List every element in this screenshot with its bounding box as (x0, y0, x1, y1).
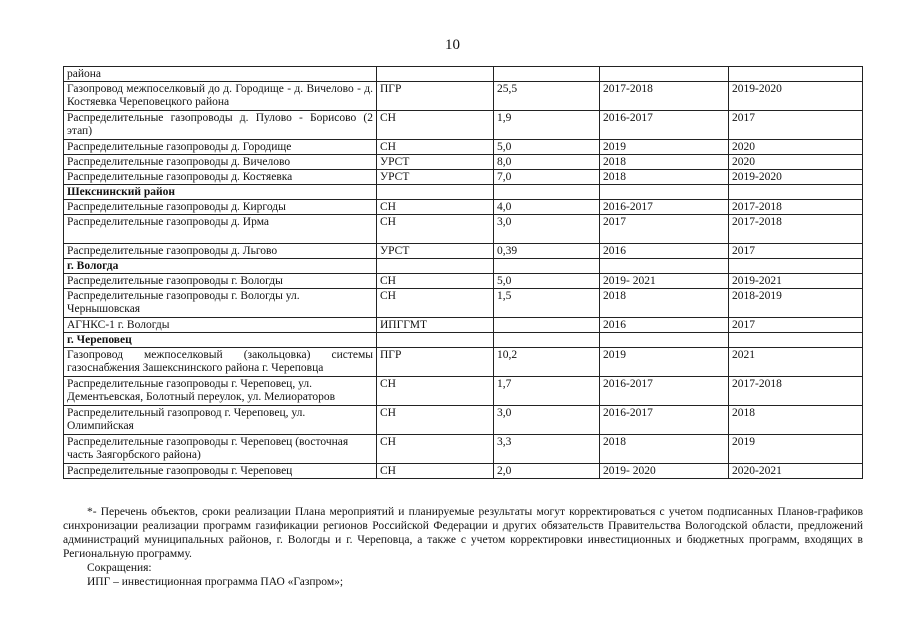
length-cell: 3,0 (494, 406, 600, 435)
object-name-cell: Газопровод межпоселковый (закольцовка) системы газоснабжения Зашекснинского района г. Череповца (64, 348, 377, 377)
object-type-cell: УРСТ (377, 244, 494, 259)
period-b-cell: 2020 (729, 155, 863, 170)
period-b-cell (729, 185, 863, 200)
object-name-cell: Распределительные газопроводы г. Череповец (64, 464, 377, 479)
object-name-cell: Газопровод межпоселковый до д. Городище - д. Вичелово - д. Костяевка Череповецкого района (64, 82, 377, 111)
object-type-cell: СН (377, 406, 494, 435)
period-a-cell: 2019 (600, 348, 729, 377)
object-type-cell: УРСТ (377, 170, 494, 185)
period-a-cell (600, 259, 729, 274)
object-name-cell: Распределительные газопроводы г. Череповец (восточная часть Заягорбского района) (64, 435, 377, 464)
abbreviations-title: Сокращения: (87, 562, 152, 574)
object-type-cell: СН (377, 274, 494, 289)
period-b-cell: 2019-2020 (729, 170, 863, 185)
period-a-cell: 2018 (600, 170, 729, 185)
table-row (64, 200, 863, 215)
length-cell: 25,5 (494, 82, 600, 111)
object-type-cell (377, 259, 494, 274)
length-cell (494, 318, 600, 333)
period-a-cell: 2017 (600, 215, 729, 244)
length-cell: 5,0 (494, 140, 600, 155)
period-a-cell: 2016-2017 (600, 200, 729, 215)
period-a-cell: 2017-2018 (600, 82, 729, 111)
object-name-cell: района (64, 67, 377, 82)
table-row (64, 377, 863, 406)
period-b-cell (729, 67, 863, 82)
length-cell: 4,0 (494, 200, 600, 215)
period-a-cell (600, 333, 729, 348)
period-a-cell (600, 185, 729, 200)
object-type-cell: ИПГГМТ (377, 318, 494, 333)
period-a-cell: 2016 (600, 318, 729, 333)
period-b-cell: 2017-2018 (729, 377, 863, 406)
table-row (64, 244, 863, 259)
period-b-cell: 2017-2018 (729, 215, 863, 244)
object-name-cell: Распределительные газопроводы д. Льгово (64, 244, 377, 259)
object-name-cell: Распределительные газопроводы д. Городище (64, 140, 377, 155)
period-a-cell (600, 67, 729, 82)
length-cell: 5,0 (494, 274, 600, 289)
object-name-cell: Распределительные газопроводы г. Череповец, ул. Дементьевская, Болотный переулок, ул. Мелиораторов (64, 377, 377, 406)
object-type-cell: СН (377, 111, 494, 140)
object-type-cell: УРСТ (377, 155, 494, 170)
table-row (64, 111, 863, 140)
length-cell: 0,39 (494, 244, 600, 259)
object-name-cell: Распределительные газопроводы д. Киргоды (64, 200, 377, 215)
length-cell: 8,0 (494, 155, 600, 170)
length-cell: 1,7 (494, 377, 600, 406)
table-row (64, 348, 863, 377)
section-header-row (64, 259, 863, 274)
footnote-text: *- Перечень объектов, сроки реализации Плана мероприятий и планируемые результаты могут корректироваться с учетом подписанных Планов-графиков синхронизации реализации программ газификации регионов Российской Федерации и других обязательств Правительства Вологодской области, предложений администраций муниципальных районов, г. Вологды и г. Череповца, а также с учетом корректировки инвестиционных и бюджетных программ, входящих в Региональную программу. (63, 506, 863, 560)
length-cell: 7,0 (494, 170, 600, 185)
length-cell: 2,0 (494, 464, 600, 479)
object-name-cell: Распределительный газопровод г. Череповец, ул. Олимпийская (64, 406, 377, 435)
table-row (64, 82, 863, 111)
length-cell: 3,3 (494, 435, 600, 464)
period-a-cell: 2019- 2021 (600, 274, 729, 289)
object-type-cell: ПГР (377, 82, 494, 111)
section-header-row (64, 333, 863, 348)
table-row (64, 155, 863, 170)
table-row (64, 435, 863, 464)
period-a-cell: 2019 (600, 140, 729, 155)
table-row (64, 215, 863, 244)
period-a-cell: 2018 (600, 435, 729, 464)
object-name-cell: Распределительные газопроводы д. Пулово - Борисово (2 этап) (64, 111, 377, 140)
length-cell: 3,0 (494, 215, 600, 244)
object-type-cell (377, 67, 494, 82)
section-header-row (64, 185, 863, 200)
period-b-cell: 2019-2021 (729, 274, 863, 289)
table-row (64, 289, 863, 318)
abbreviation-ipg: ИПГ – инвестиционная программа ПАО «Газпром»; (87, 576, 344, 588)
period-b-cell: 2019-2020 (729, 82, 863, 111)
table-body (64, 67, 863, 479)
table-row (64, 274, 863, 289)
length-cell: 1,9 (494, 111, 600, 140)
object-type-cell: СН (377, 435, 494, 464)
period-b-cell (729, 333, 863, 348)
object-type-cell: СН (377, 140, 494, 155)
table-row (64, 406, 863, 435)
period-a-cell: 2018 (600, 155, 729, 170)
page-number: 10 (445, 37, 460, 53)
object-name-cell: АГНКС-1 г. Вологды (64, 318, 377, 333)
object-type-cell (377, 333, 494, 348)
period-a-cell: 2018 (600, 289, 729, 318)
object-name-cell: Распределительные газопроводы г. Вологды ул. Чернышовская (64, 289, 377, 318)
object-type-cell: ПГР (377, 348, 494, 377)
period-a-cell: 2016-2017 (600, 406, 729, 435)
object-type-cell: СН (377, 289, 494, 318)
gasification-plan-table (63, 66, 863, 479)
table-row (64, 140, 863, 155)
object-name-cell: Распределительные газопроводы г. Вологды (64, 274, 377, 289)
period-b-cell: 2021 (729, 348, 863, 377)
object-name-cell: г. Череповец (64, 333, 377, 348)
object-type-cell (377, 185, 494, 200)
object-name-cell: Шекснинский район (64, 185, 377, 200)
period-b-cell: 2020 (729, 140, 863, 155)
period-b-cell: 2018-2019 (729, 289, 863, 318)
object-type-cell: СН (377, 200, 494, 215)
table-row (64, 67, 863, 82)
table-row (64, 464, 863, 479)
table-row (64, 318, 863, 333)
length-cell: 1,5 (494, 289, 600, 318)
object-name-cell: г. Вологда (64, 259, 377, 274)
object-type-cell: СН (377, 464, 494, 479)
length-cell (494, 259, 600, 274)
period-b-cell: 2017 (729, 244, 863, 259)
object-type-cell: СН (377, 215, 494, 244)
period-a-cell: 2019- 2020 (600, 464, 729, 479)
object-type-cell: СН (377, 377, 494, 406)
length-cell (494, 67, 600, 82)
period-b-cell: 2017 (729, 318, 863, 333)
period-b-cell: 2018 (729, 406, 863, 435)
period-b-cell (729, 259, 863, 274)
length-cell (494, 333, 600, 348)
period-a-cell: 2016 (600, 244, 729, 259)
period-b-cell: 2020-2021 (729, 464, 863, 479)
object-name-cell: Распределительные газопроводы д. Ирма (64, 215, 377, 244)
period-a-cell: 2016-2017 (600, 111, 729, 140)
period-b-cell: 2017-2018 (729, 200, 863, 215)
period-a-cell: 2016-2017 (600, 377, 729, 406)
footnote (63, 505, 863, 589)
length-cell: 10,2 (494, 348, 600, 377)
period-b-cell: 2017 (729, 111, 863, 140)
length-cell (494, 185, 600, 200)
object-name-cell: Распределительные газопроводы д. Костяевка (64, 170, 377, 185)
table-row (64, 170, 863, 185)
object-name-cell: Распределительные газопроводы д. Вичелово (64, 155, 377, 170)
period-b-cell: 2019 (729, 435, 863, 464)
